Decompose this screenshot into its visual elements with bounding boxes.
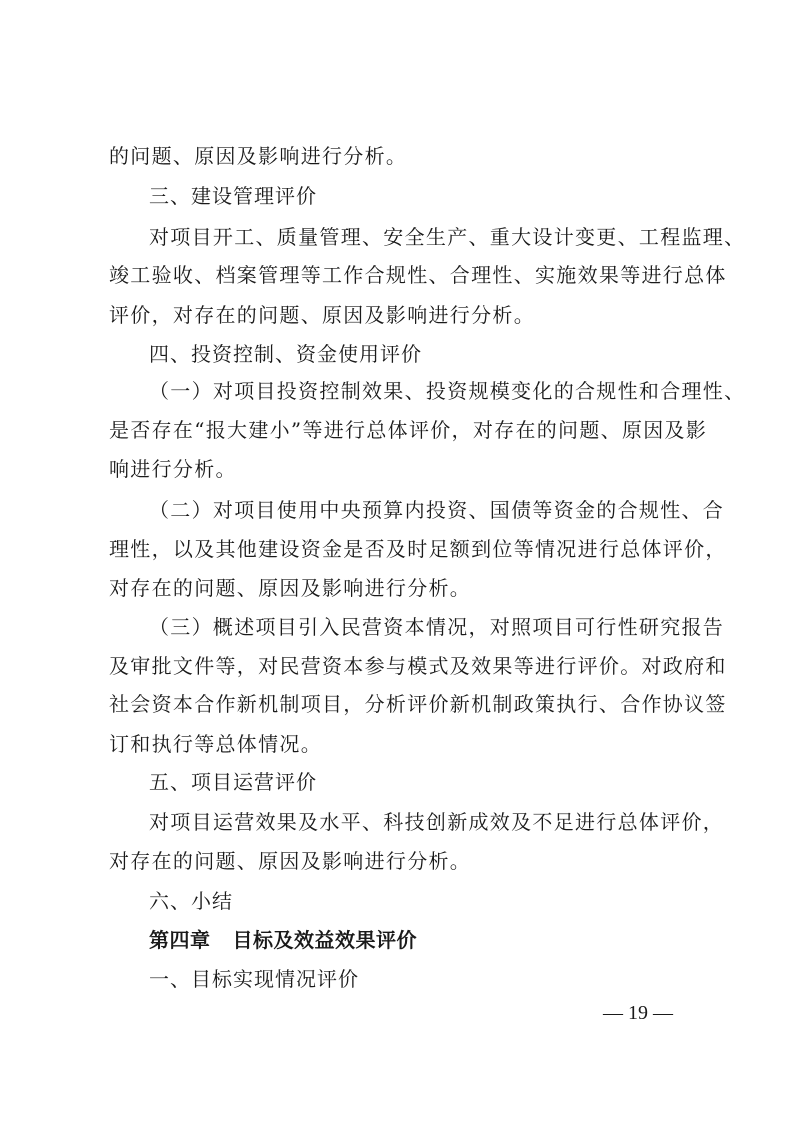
chapter-title: 目标及效益效果评价 [232,928,417,952]
paragraph-line: 对项目运营效果及水平、科技创新成效及不足进行总体评价， [149,810,725,834]
paragraph-line: 对存在的问题、原因及影响进行分析。 [109,849,472,873]
paragraph-line: 及审批文件等，对民营资本参与模式及效果等进行评价。对政府和 [109,654,727,678]
paragraph-line: 竣工验收、档案管理等工作合规性、合理性、实施效果等进行总体 [109,263,727,287]
page-number: — 19 — [603,1002,673,1024]
paragraph-line: （二）对项目使用中央预算内投资、国债等资金的合规性、合 [149,498,725,522]
paragraph-line: 的问题、原因及影响进行分析。 [109,144,408,168]
paragraph-line: 订和执行等总体情况。 [109,732,322,756]
section-heading-construction-management: 三、建设管理评价 [149,184,317,208]
paragraph-line: 理性，以及其他建设资金是否及时足额到位等情况进行总体评价， [109,537,727,561]
paragraph-line: （三）概述项目引入民营资本情况，对照项目可行性研究报告 [149,615,725,639]
chapter-heading [149,927,729,953]
paragraph-line: 对存在的问题、原因及影响进行分析。 [109,576,472,600]
paragraph-line: 评价，对存在的问题、原因及影响进行分析。 [109,303,535,327]
chapter-number: 第四章 [149,928,211,952]
section-heading-operation-evaluation: 五、项目运营评价 [149,770,317,794]
section-heading-investment-control: 四、投资控制、资金使用评价 [149,342,422,366]
paragraph-line: 对项目开工、质量管理、安全生产、重大设计变更、工程监理、 [149,225,746,249]
paragraph-line: 是否存在“报大建小”等进行总体评价，对存在的问题、原因及影 [109,418,708,442]
paragraph-line: （一）对项目投资控制效果、投资规模变化的合规性和合理性、 [149,379,746,403]
paragraph-line: 响进行分析。 [109,457,237,481]
section-heading-goal-achievement: 一、目标实现情况评价 [149,967,359,991]
paragraph-line: 社会资本合作新机制项目，分析评价新机制政策执行、合作协议签 [109,692,727,716]
section-heading-summary: 六、小结 [149,889,233,913]
